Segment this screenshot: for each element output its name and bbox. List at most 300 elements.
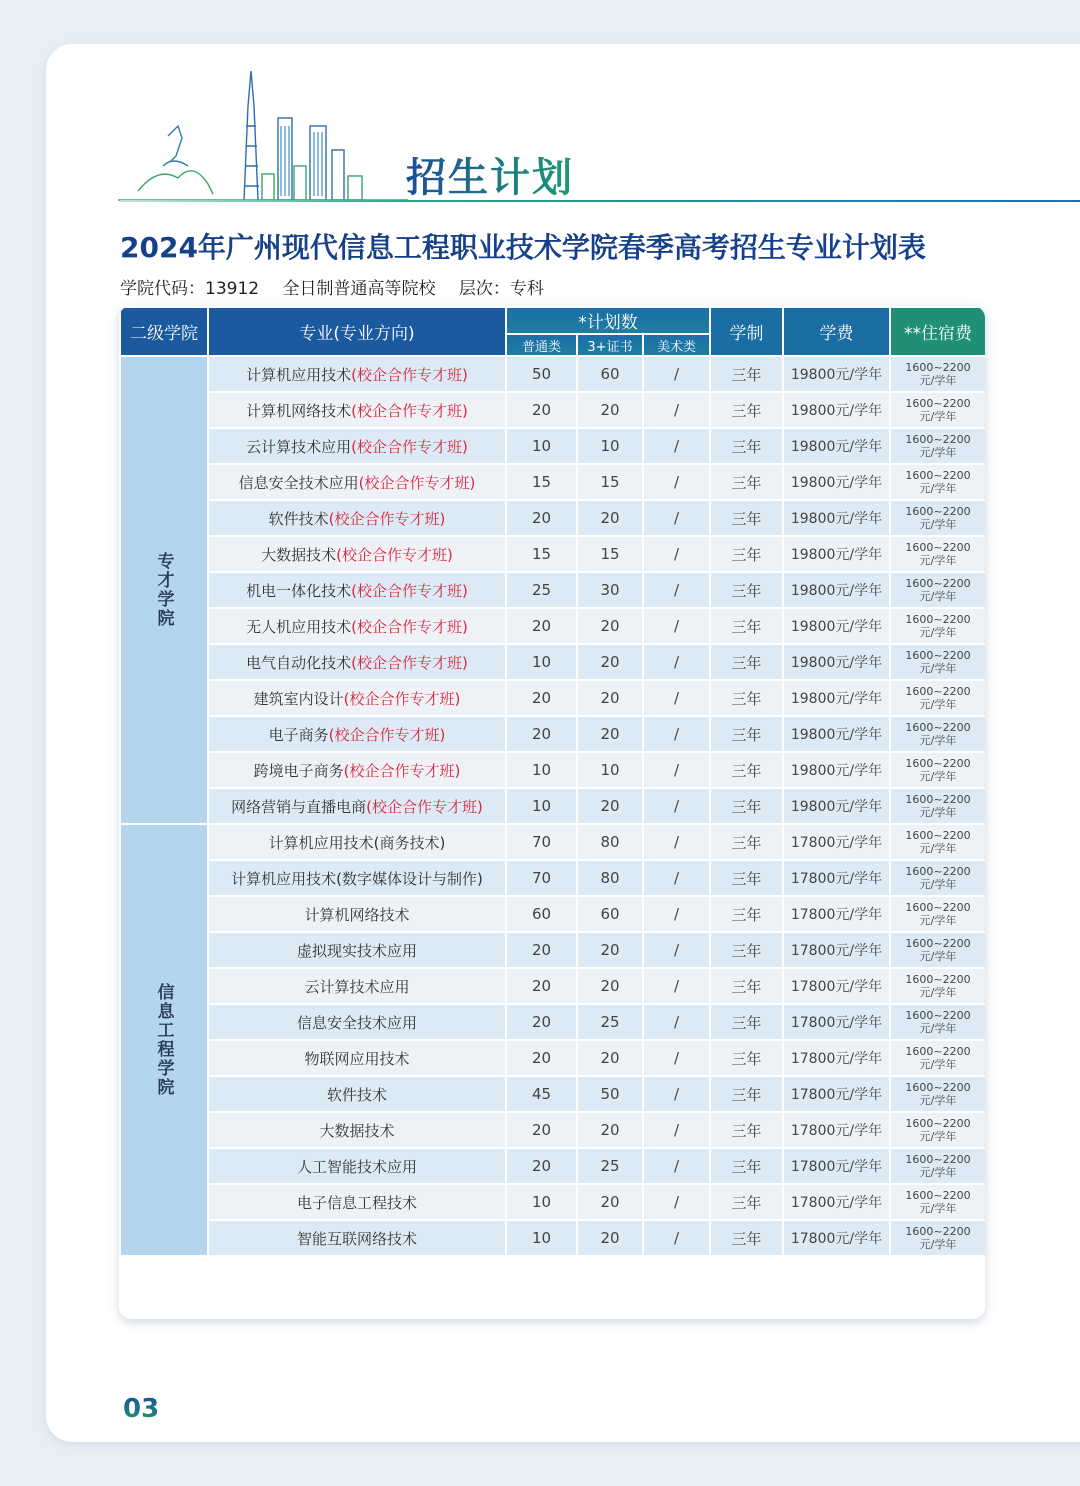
dorm-fee-unit: 元/学年	[919, 410, 957, 423]
major-cell	[208, 1184, 506, 1220]
dorm-fee-cell	[890, 788, 985, 824]
plan-general-cell: 20	[506, 1040, 577, 1076]
dorm-fee-range: 1600~2200	[905, 397, 971, 410]
major-name: 网络营销与直播电商	[231, 797, 367, 816]
major-cell	[208, 1112, 506, 1148]
years-cell: 三年	[710, 1004, 783, 1040]
plan-cert-cell: 20	[577, 644, 643, 680]
table-row	[120, 896, 985, 932]
dorm-fee-cell	[890, 1220, 985, 1256]
plan-cert-cell: 20	[577, 1112, 643, 1148]
plan-art-cell: /	[643, 464, 710, 500]
years-cell: 三年	[710, 788, 783, 824]
plan-general-cell: 10	[506, 788, 577, 824]
plan-art-cell: /	[643, 752, 710, 788]
dorm-fee-cell	[890, 932, 985, 968]
major-cell	[208, 572, 506, 608]
plan-art-cell: /	[643, 860, 710, 896]
plan-cert-cell: 50	[577, 1076, 643, 1112]
program-tag: (校企合作专才班)	[351, 365, 468, 384]
years-cell: 三年	[710, 428, 783, 464]
dorm-fee-cell	[890, 860, 985, 896]
dorm-fee-unit: 元/学年	[919, 518, 957, 531]
dorm-fee-cell	[890, 968, 985, 1004]
major-cell	[208, 752, 506, 788]
plan-general-cell: 20	[506, 1112, 577, 1148]
plan-cert-cell: 20	[577, 1220, 643, 1256]
plan-cert-cell: 60	[577, 896, 643, 932]
dorm-fee-cell	[890, 1076, 985, 1112]
plan-cert-cell: 20	[577, 608, 643, 644]
plan-general-cell: 20	[506, 392, 577, 428]
dorm-fee-cell	[890, 752, 985, 788]
plan-art-cell: /	[643, 1040, 710, 1076]
plan-art-cell: /	[643, 1148, 710, 1184]
dorm-fee-cell	[890, 356, 985, 392]
header-plan: *计划数	[506, 307, 710, 334]
dorm-fee-unit: 元/学年	[919, 1202, 957, 1215]
plan-general-cell: 15	[506, 464, 577, 500]
dorm-fee-cell	[890, 824, 985, 860]
major-cell	[208, 1220, 506, 1256]
dorm-fee-unit: 元/学年	[919, 446, 957, 459]
plan-general-cell: 10	[506, 1220, 577, 1256]
plan-general-cell: 15	[506, 536, 577, 572]
fee-cell: 17800元/学年	[783, 896, 890, 932]
plan-art-cell: /	[643, 644, 710, 680]
college-info	[120, 274, 562, 299]
plan-art-cell: /	[643, 968, 710, 1004]
table-row	[120, 572, 985, 608]
fee-cell: 17800元/学年	[783, 1040, 890, 1076]
dorm-fee-range: 1600~2200	[905, 433, 971, 446]
plan-art-cell: /	[643, 536, 710, 572]
fee-cell: 19800元/学年	[783, 680, 890, 716]
dorm-fee-unit: 元/学年	[919, 1238, 957, 1251]
plan-cert-cell: 80	[577, 860, 643, 896]
plan-cert-cell: 60	[577, 356, 643, 392]
fee-cell: 19800元/学年	[783, 536, 890, 572]
major-name: 计算机应用技术	[246, 365, 352, 384]
table-row	[120, 680, 985, 716]
dorm-fee-range: 1600~2200	[905, 505, 971, 518]
years-cell: 三年	[710, 1148, 783, 1184]
fee-cell: 19800元/学年	[783, 752, 890, 788]
plan-cert-cell: 20	[577, 968, 643, 1004]
plan-art-cell: /	[643, 1004, 710, 1040]
dorm-fee-unit: 元/学年	[919, 950, 957, 963]
header-divider	[120, 200, 1080, 202]
dorm-fee-range: 1600~2200	[905, 361, 971, 374]
plan-general-cell: 50	[506, 356, 577, 392]
plan-general-cell: 10	[506, 644, 577, 680]
program-tag: (校企合作专才班)	[328, 509, 446, 528]
table-row	[120, 1220, 985, 1256]
college-level: 层次：专科	[458, 279, 544, 299]
plan-art-cell: /	[643, 428, 710, 464]
plan-art-cell: /	[643, 1184, 710, 1220]
fee-cell: 19800元/学年	[783, 572, 890, 608]
dorm-fee-unit: 元/学年	[919, 482, 957, 495]
table-row	[120, 968, 985, 1004]
program-tag: (校企合作专才班)	[343, 761, 461, 780]
dorm-fee-cell	[890, 896, 985, 932]
fee-cell: 19800元/学年	[783, 392, 890, 428]
college-type: 全日制普通高等院校	[282, 279, 436, 299]
plan-general-cell: 20	[506, 608, 577, 644]
plan-art-cell: /	[643, 932, 710, 968]
dorm-fee-unit: 元/学年	[919, 662, 957, 675]
plan-art-cell: /	[643, 392, 710, 428]
table-row	[120, 644, 985, 680]
plan-cert-cell: 20	[577, 392, 643, 428]
major-name: 计算机网络技术	[246, 401, 352, 420]
dorm-fee-unit: 元/学年	[919, 1022, 957, 1035]
header-fee: 学费	[783, 307, 890, 356]
dorm-fee-range: 1600~2200	[905, 1189, 971, 1202]
header-college: 二级学院	[120, 307, 208, 356]
dorm-fee-unit: 元/学年	[919, 1094, 957, 1107]
plan-art-cell: /	[643, 572, 710, 608]
years-cell: 三年	[710, 968, 783, 1004]
plan-general-cell: 70	[506, 824, 577, 860]
fee-cell: 19800元/学年	[783, 608, 890, 644]
table-row	[120, 1148, 985, 1184]
table-row	[120, 500, 985, 536]
years-cell: 三年	[710, 752, 783, 788]
years-cell: 三年	[710, 932, 783, 968]
table-row	[120, 428, 985, 464]
plan-general-cell: 20	[506, 968, 577, 1004]
years-cell: 三年	[710, 896, 783, 932]
dorm-fee-range: 1600~2200	[905, 685, 971, 698]
major-name: 跨境电子商务	[253, 761, 344, 780]
fee-cell: 19800元/学年	[783, 716, 890, 752]
years-cell: 三年	[710, 536, 783, 572]
major-name: 软件技术	[268, 509, 329, 528]
fee-cell: 17800元/学年	[783, 1184, 890, 1220]
major-cell	[208, 680, 506, 716]
dorm-fee-range: 1600~2200	[905, 1153, 971, 1166]
dorm-fee-range: 1600~2200	[905, 469, 971, 482]
dorm-fee-cell	[890, 428, 985, 464]
dorm-fee-cell	[890, 1148, 985, 1184]
dorm-fee-unit: 元/学年	[919, 554, 957, 567]
plan-general-cell: 45	[506, 1076, 577, 1112]
table-row	[120, 392, 985, 428]
college-cell: 信息工程学院	[120, 824, 208, 1256]
fee-cell: 19800元/学年	[783, 788, 890, 824]
dorm-fee-range: 1600~2200	[905, 1117, 971, 1130]
table-row	[120, 1184, 985, 1220]
plan-art-cell: /	[643, 1112, 710, 1148]
plan-cert-cell: 10	[577, 752, 643, 788]
plan-general-cell: 25	[506, 572, 577, 608]
header-plan-general: 普通类	[506, 334, 577, 356]
header-major: 专业(专业方向)	[208, 307, 506, 356]
dorm-fee-range: 1600~2200	[905, 721, 971, 734]
plan-art-cell: /	[643, 896, 710, 932]
major-name: 信息安全技术应用	[296, 1013, 417, 1032]
section-title: 招生计划	[406, 146, 574, 203]
table-row	[120, 932, 985, 968]
major-cell	[208, 824, 506, 860]
table-row	[120, 1040, 985, 1076]
years-cell: 三年	[710, 1220, 783, 1256]
plan-art-cell: /	[643, 608, 710, 644]
plan-art-cell: /	[643, 788, 710, 824]
dorm-fee-range: 1600~2200	[905, 1045, 971, 1058]
fee-cell: 17800元/学年	[783, 824, 890, 860]
major-name: 电子商务	[268, 725, 329, 744]
major-name: 机电一体化技术	[246, 581, 352, 600]
plan-cert-cell: 25	[577, 1004, 643, 1040]
dorm-fee-range: 1600~2200	[905, 1081, 971, 1094]
dorm-fee-cell	[890, 392, 985, 428]
fee-cell: 19800元/学年	[783, 356, 890, 392]
plan-general-cell: 20	[506, 716, 577, 752]
plan-cert-cell: 20	[577, 788, 643, 824]
fee-cell: 19800元/学年	[783, 644, 890, 680]
major-cell	[208, 392, 506, 428]
plan-cert-cell: 15	[577, 536, 643, 572]
years-cell: 三年	[710, 356, 783, 392]
plan-cert-cell: 20	[577, 1040, 643, 1076]
dorm-fee-range: 1600~2200	[905, 973, 971, 986]
table-row	[120, 824, 985, 860]
program-tag: (校企合作专才班)	[351, 617, 468, 636]
dorm-fee-range: 1600~2200	[905, 865, 971, 878]
dorm-fee-range: 1600~2200	[905, 1009, 971, 1022]
program-tag: (校企合作专才班)	[351, 401, 468, 420]
major-name: 信息安全技术应用	[238, 473, 359, 492]
plan-art-cell: /	[643, 824, 710, 860]
dorm-fee-cell	[890, 536, 985, 572]
major-name: 无人机应用技术	[246, 617, 352, 636]
plan-cert-cell: 20	[577, 1184, 643, 1220]
major-name: 虚拟现实技术应用	[296, 941, 417, 960]
dorm-fee-cell	[890, 464, 985, 500]
table-row	[120, 1112, 985, 1148]
plan-cert-cell: 10	[577, 428, 643, 464]
program-tag: (校企合作专才班)	[336, 545, 453, 564]
dorm-fee-unit: 元/学年	[919, 1058, 957, 1071]
major-cell	[208, 1076, 506, 1112]
dorm-fee-range: 1600~2200	[905, 793, 971, 806]
major-name: 大数据技术	[319, 1121, 395, 1140]
table-row	[120, 1004, 985, 1040]
major-cell	[208, 788, 506, 824]
plan-cert-cell: 25	[577, 1148, 643, 1184]
years-cell: 三年	[710, 500, 783, 536]
table-row	[120, 716, 985, 752]
fee-cell: 19800元/学年	[783, 464, 890, 500]
dorm-fee-range: 1600~2200	[905, 541, 971, 554]
major-cell	[208, 716, 506, 752]
fee-cell: 19800元/学年	[783, 428, 890, 464]
years-cell: 三年	[710, 392, 783, 428]
plan-art-cell: /	[643, 500, 710, 536]
major-cell	[208, 932, 506, 968]
page-number: 03	[123, 1394, 160, 1424]
table-row	[120, 608, 985, 644]
plan-cert-cell: 30	[577, 572, 643, 608]
major-name: 云计算技术应用	[304, 977, 410, 996]
table-row	[120, 356, 985, 392]
major-cell	[208, 464, 506, 500]
dorm-fee-unit: 元/学年	[919, 1130, 957, 1143]
years-cell: 三年	[710, 1076, 783, 1112]
table-row	[120, 536, 985, 572]
fee-cell: 17800元/学年	[783, 1112, 890, 1148]
major-name: 计算机应用技术(数字媒体设计与制作)	[231, 869, 483, 888]
dorm-fee-range: 1600~2200	[905, 649, 971, 662]
dorm-fee-unit: 元/学年	[919, 374, 957, 387]
table-row	[120, 1076, 985, 1112]
major-cell	[208, 1148, 506, 1184]
years-cell: 三年	[710, 644, 783, 680]
major-cell	[208, 644, 506, 680]
years-cell: 三年	[710, 464, 783, 500]
dorm-fee-unit: 元/学年	[919, 842, 957, 855]
dorm-fee-unit: 元/学年	[919, 1166, 957, 1179]
plan-general-cell: 10	[506, 752, 577, 788]
dorm-fee-unit: 元/学年	[919, 734, 957, 747]
fee-cell: 17800元/学年	[783, 1220, 890, 1256]
dorm-fee-cell	[890, 644, 985, 680]
major-name: 软件技术	[326, 1085, 387, 1104]
dorm-fee-unit: 元/学年	[919, 626, 957, 639]
college-cell: 专才学院	[120, 356, 208, 824]
plan-cert-cell: 20	[577, 680, 643, 716]
dorm-fee-cell	[890, 608, 985, 644]
fee-cell: 19800元/学年	[783, 500, 890, 536]
major-name: 建筑室内设计	[253, 689, 344, 708]
dorm-fee-unit: 元/学年	[919, 770, 957, 783]
fee-cell: 17800元/学年	[783, 1076, 890, 1112]
years-cell: 三年	[710, 680, 783, 716]
years-cell: 三年	[710, 1112, 783, 1148]
dorm-fee-unit: 元/学年	[919, 590, 957, 603]
dorm-fee-unit: 元/学年	[919, 878, 957, 891]
major-cell	[208, 860, 506, 896]
plan-cert-cell: 20	[577, 500, 643, 536]
dorm-fee-unit: 元/学年	[919, 986, 957, 999]
header-years: 学制	[710, 307, 783, 356]
fee-cell: 17800元/学年	[783, 1004, 890, 1040]
major-name: 电气自动化技术	[246, 653, 352, 672]
years-cell: 三年	[710, 860, 783, 896]
dorm-fee-range: 1600~2200	[905, 613, 971, 626]
major-cell	[208, 536, 506, 572]
program-tag: (校企合作专才班)	[328, 725, 446, 744]
city-skyline-illustration	[118, 66, 408, 206]
dorm-fee-unit: 元/学年	[919, 806, 957, 819]
plan-general-cell: 10	[506, 1184, 577, 1220]
plan-art-cell: /	[643, 1076, 710, 1112]
table-row	[120, 788, 985, 824]
plan-art-cell: /	[643, 356, 710, 392]
plan-art-cell: /	[643, 716, 710, 752]
fee-cell: 17800元/学年	[783, 932, 890, 968]
college-code: 学院代码：13912	[120, 279, 260, 299]
header-plan-cert: 3+证书	[577, 334, 643, 356]
major-cell	[208, 1040, 506, 1076]
years-cell: 三年	[710, 1184, 783, 1220]
plan-general-cell: 20	[506, 680, 577, 716]
table-body	[120, 356, 985, 1256]
plan-art-cell: /	[643, 680, 710, 716]
dorm-fee-cell	[890, 1184, 985, 1220]
enrollment-plan-table	[119, 306, 985, 1319]
major-cell	[208, 968, 506, 1004]
plan-cert-cell: 80	[577, 824, 643, 860]
major-cell	[208, 896, 506, 932]
dorm-fee-range: 1600~2200	[905, 829, 971, 842]
plan-art-cell: /	[643, 1220, 710, 1256]
plan-general-cell: 20	[506, 1004, 577, 1040]
years-cell: 三年	[710, 1040, 783, 1076]
table-row	[120, 464, 985, 500]
dorm-fee-cell	[890, 716, 985, 752]
dorm-fee-cell	[890, 1112, 985, 1148]
plan-general-cell: 20	[506, 500, 577, 536]
program-tag: (校企合作专才班)	[351, 581, 468, 600]
fee-cell: 17800元/学年	[783, 968, 890, 1004]
major-name: 云计算技术应用	[246, 437, 352, 456]
fee-cell: 17800元/学年	[783, 860, 890, 896]
major-name: 计算机网络技术	[304, 905, 410, 924]
program-tag: (校企合作专才班)	[351, 653, 468, 672]
dorm-fee-range: 1600~2200	[905, 757, 971, 770]
major-name: 人工智能技术应用	[296, 1157, 417, 1176]
header-dorm: **住宿费	[890, 307, 985, 356]
dorm-fee-cell	[890, 680, 985, 716]
major-name: 大数据技术	[261, 545, 337, 564]
dorm-fee-cell	[890, 1040, 985, 1076]
dorm-fee-cell	[890, 1004, 985, 1040]
program-tag: (校企合作专才班)	[366, 797, 483, 816]
plan-cert-cell: 20	[577, 932, 643, 968]
major-cell	[208, 428, 506, 464]
dorm-fee-range: 1600~2200	[905, 937, 971, 950]
major-name: 电子信息工程技术	[296, 1193, 417, 1212]
plan-general-cell: 20	[506, 932, 577, 968]
major-name: 计算机应用技术(商务技术)	[268, 833, 446, 852]
major-name: 物联网应用技术	[304, 1049, 410, 1068]
program-tag: (校企合作专才班)	[351, 437, 468, 456]
dorm-fee-cell	[890, 572, 985, 608]
plan-general-cell: 10	[506, 428, 577, 464]
program-tag: (校企合作专才班)	[343, 689, 461, 708]
major-cell	[208, 356, 506, 392]
table-row	[120, 860, 985, 896]
major-cell	[208, 500, 506, 536]
plan-general-cell: 70	[506, 860, 577, 896]
plan-general-cell: 20	[506, 1148, 577, 1184]
years-cell: 三年	[710, 608, 783, 644]
years-cell: 三年	[710, 572, 783, 608]
plan-cert-cell: 15	[577, 464, 643, 500]
dorm-fee-range: 1600~2200	[905, 577, 971, 590]
dorm-fee-unit: 元/学年	[919, 698, 957, 711]
fee-cell: 17800元/学年	[783, 1148, 890, 1184]
header-plan-art: 美术类	[643, 334, 710, 356]
table-row	[120, 752, 985, 788]
plan-cert-cell: 20	[577, 716, 643, 752]
dorm-fee-cell	[890, 500, 985, 536]
plan-general-cell: 60	[506, 896, 577, 932]
